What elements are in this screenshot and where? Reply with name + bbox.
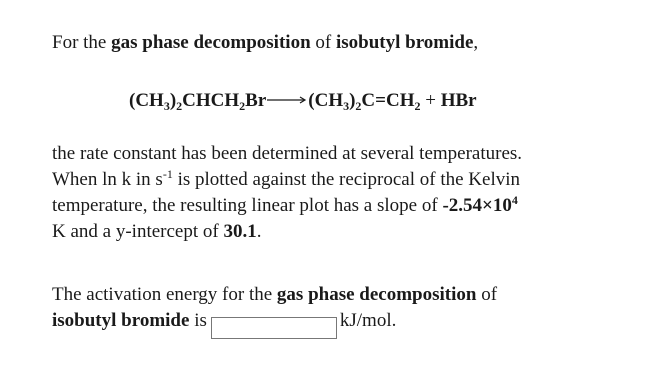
product-alkene-formula: $(CH_3)_2C=CH_2$ — [308, 90, 421, 113]
question-bold-term: gas phase decomposition — [276, 284, 477, 305]
reactant-formula: $(CH_3)_2CHCH_2Br$ — [129, 90, 267, 113]
question-prompt — [52, 282, 497, 339]
reaction-arrow-icon — [267, 95, 307, 105]
question-line: The activation energy for the gas phase decomposition of — [52, 284, 498, 305]
intercept-value: 30.1 — [223, 221, 257, 242]
body-line: K and a y-intercept of 30.1. — [52, 221, 262, 242]
question-line: isobutyl bromide is kJ/mol. — [52, 308, 497, 339]
reaction-equation — [129, 89, 477, 113]
question-bold-compound: isobutyl bromide — [52, 310, 190, 331]
intro-sentence — [52, 31, 478, 55]
answer-unit-label: kJ/mol. — [339, 310, 397, 331]
intro-text: , — [473, 32, 479, 53]
intro-text: For the — [52, 32, 112, 53]
intro-bold-term: gas phase decomposition — [111, 32, 311, 53]
intro-bold-compound: isobutyl bromide — [335, 32, 474, 53]
body-line: temperature, the resulting linear plot has a slope of $-2.54\times 10^4$ — [52, 193, 518, 216]
activation-energy-answer-input[interactable] — [211, 317, 337, 339]
problem-body — [52, 141, 642, 245]
intro-text: of — [310, 32, 336, 53]
rate-unit-exponent: -1 — [162, 167, 173, 181]
product-hbr-formula: HBr — [440, 90, 477, 111]
body-line: the rate constant has been determined at several temperatures. — [52, 143, 523, 164]
body-line: When ln k in $s^{-1}$ is plotted against the reciprocal of the Kelvin — [52, 167, 520, 190]
plus-sign: + — [420, 90, 441, 111]
slope-value: $-2.54\times 10^4$ — [442, 193, 518, 216]
